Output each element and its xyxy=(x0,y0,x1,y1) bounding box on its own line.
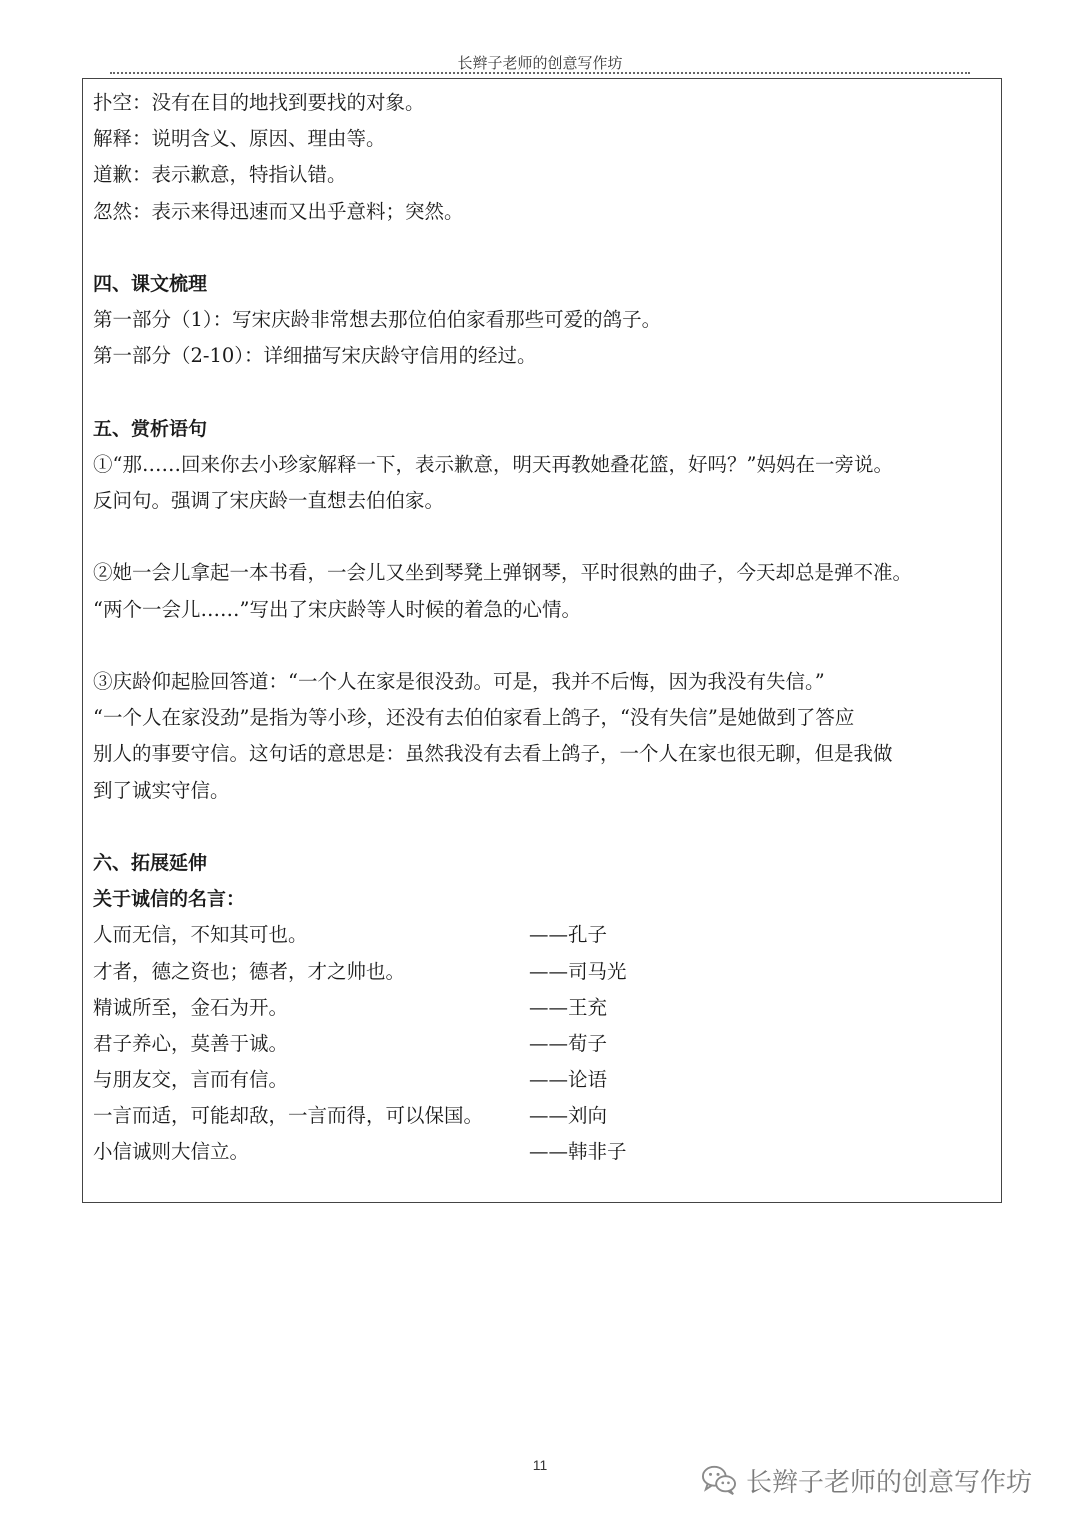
quote-row xyxy=(93,1062,995,1098)
watermark xyxy=(700,1460,1032,1500)
quote-row xyxy=(93,1026,995,1062)
content-box xyxy=(82,78,1002,1203)
quote-text: 一言而适，可能却敌，一言而得，可以保国。 xyxy=(93,1104,484,1128)
section5-p3-line: ③庆龄仰起脸回答道：“一个人在家是很没劲。可是，我并不后悔，因为我没有失信。” xyxy=(93,670,825,693)
quote-author: ——荀子 xyxy=(529,1031,608,1055)
quote-text: 与朋友交，言而有信。 xyxy=(93,1068,289,1092)
quote-author: ——司马光 xyxy=(529,959,627,983)
section5-p3-line: 到了诚实守信。 xyxy=(93,778,230,802)
quote-row xyxy=(93,1098,995,1134)
watermark-text: 长辫子老师的创意写作坊 xyxy=(746,1467,1033,1498)
quote-author: ——韩非子 xyxy=(529,1140,627,1164)
vocab-line: 忽然：表示来得迅速而又出乎意料；突然。 xyxy=(93,199,464,223)
vocab-line: 解释：说明含义、原因、理由等。 xyxy=(93,127,386,151)
section5-p3-line: “一个人在家没劲”是指为等小珍，还没有去伯伯家看上鸽子，“没有失信”是她做到了答应 xyxy=(93,706,855,730)
quote-author: ——论语 xyxy=(529,1068,608,1092)
quote-author: ——王充 xyxy=(529,995,608,1019)
quote-text: 人而无信，不知其可也。 xyxy=(93,923,308,947)
section4-line: 第一部分（1）：写宋庆龄非常想去那位伯伯家看那些可爱的鸽子。 xyxy=(93,308,662,332)
wechat-icon xyxy=(700,1463,738,1497)
section5-p2-line: “两个一会儿……”写出了宋庆龄等人时候的着急的心情。 xyxy=(93,597,581,621)
quote-row xyxy=(93,1134,995,1170)
content-body xyxy=(93,85,995,1171)
section5-p1-line: ①“那……回来你去小珍家解释一下，表示歉意，明天再教她叠花篮，好吗？”妈妈在一旁说。 xyxy=(93,452,893,476)
header-rule xyxy=(110,72,970,74)
spacer xyxy=(93,230,995,266)
vocab-line: 道歉：表示歉意，特指认错。 xyxy=(93,163,347,187)
quote-row xyxy=(93,917,995,953)
section5-p1-line: 反问句。强调了宋庆龄一直想去伯伯家。 xyxy=(93,489,445,513)
quote-author: ——孔子 xyxy=(529,923,608,947)
section5-heading: 五、赏析语句 xyxy=(93,417,208,440)
page-header-title: 长辫子老师的创意写作坊 xyxy=(457,54,623,72)
section6-subheading: 关于诚信的名言： xyxy=(93,888,246,911)
quote-text: 精诚所至，金石为开。 xyxy=(93,995,289,1019)
section4-line: 第一部分（2-10）：详细描写宋庆龄守信用的经过。 xyxy=(93,344,537,368)
spacer xyxy=(93,628,995,664)
quote-text: 君子养心，莫善于诚。 xyxy=(93,1031,289,1055)
quote-text: 小信诚则大信立。 xyxy=(93,1140,250,1164)
section5-p2-line: ②她一会儿拿起一本书看，一会儿又坐到琴凳上弹钢琴，平时很熟的曲子，今天却总是弹不准。 xyxy=(93,561,913,585)
quote-row xyxy=(93,990,995,1026)
vocab-line: 扑空：没有在目的地找到要找的对象。 xyxy=(93,91,425,114)
spacer xyxy=(93,375,995,411)
spacer xyxy=(93,809,995,845)
section5-p3-line: 别人的事要守信。这句话的意思是：虽然我没有去看上鸽子，一个人在家也很无聊，但是我做 xyxy=(93,742,893,766)
quote-author: ——刘向 xyxy=(529,1104,608,1128)
spacer xyxy=(93,519,995,555)
quote-row xyxy=(93,954,995,990)
section4-heading: 四、课文梳理 xyxy=(93,272,208,295)
page-number: 11 xyxy=(532,1457,548,1473)
quote-text: 才者，德之资也；德者，才之帅也。 xyxy=(93,959,406,983)
section6-heading: 六、拓展延伸 xyxy=(93,851,208,874)
